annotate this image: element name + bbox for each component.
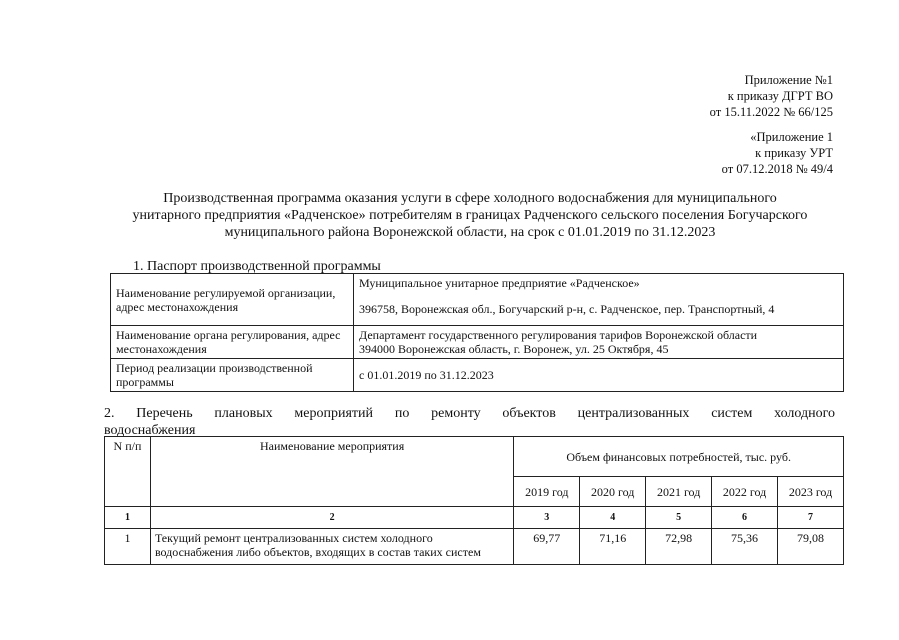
index-cell: 2 [150, 507, 513, 529]
table-row [111, 326, 844, 359]
appendix-line: к приказу УРТ [755, 146, 833, 160]
row-value-2019: 69,77 [514, 529, 580, 565]
col-header-year: 2020 год [580, 477, 646, 507]
row-number: 1 [105, 529, 151, 565]
index-cell: 5 [646, 507, 712, 529]
value-line: 394000 Воронежская область, г. Воронеж, ул. 25 Октября, 45 [359, 342, 669, 356]
index-cell: 4 [580, 507, 646, 529]
appendix-line: Приложение №1 [744, 73, 833, 87]
index-cell: 6 [712, 507, 778, 529]
appendix-reference-current [710, 72, 833, 120]
appendix-reference-original [722, 129, 833, 177]
document-title [100, 190, 840, 241]
row-value-2020: 71,16 [580, 529, 646, 565]
row-value-2023: 79,08 [778, 529, 844, 565]
col-header-number: N п/п [105, 437, 151, 507]
col-header-year: 2023 год [778, 477, 844, 507]
passport-table [110, 273, 844, 392]
table-row [105, 529, 844, 565]
col-header-year: 2019 год [514, 477, 580, 507]
table-row [111, 274, 844, 326]
section-2-heading [104, 405, 835, 439]
col-header-name: Наименование мероприятия [150, 437, 513, 507]
heading-line: 2. Перечень плановых мероприятий по ремонту объектов централизованных систем холодного [104, 406, 835, 421]
value-line: Департамент государственного регулирования тарифов Воронежской области [359, 328, 758, 342]
title-line: Производственная программа оказания услуги в сфере холодного водоснабжения для муниципального [163, 191, 777, 206]
value-line: Муниципальное унитарное предприятие «Радченское» [359, 276, 640, 290]
measures-table [104, 436, 844, 565]
col-header-financial: Объем финансовых потребностей, тыс. руб. [514, 437, 844, 477]
row-label: Наименование органа регулирования, адрес местонахождения [111, 326, 354, 359]
col-header-year: 2021 год [646, 477, 712, 507]
table-row [111, 359, 844, 392]
appendix-line: «Приложение 1 [750, 130, 833, 144]
row-measure-name: Текущий ремонт централизованных систем холодного водоснабжения либо объектов, входящих в состав таких систем [150, 529, 513, 565]
appendix-line: от 15.11.2022 № 66/125 [709, 105, 833, 119]
value-line: 396758, Воронежская обл., Богучарский р-н, с. Радченское, пер. Транспортный, 4 [359, 302, 775, 316]
row-label: Период реализации производственной программы [111, 359, 354, 392]
heading-line: водоснабжения [104, 423, 196, 438]
index-cell: 1 [105, 507, 151, 529]
row-value-2022: 75,36 [712, 529, 778, 565]
row-value-2021: 72,98 [646, 529, 712, 565]
title-line: муниципального района Воронежской области, на срок с 01.01.2019 по 31.12.2023 [224, 225, 716, 240]
appendix-line: к приказу ДГРТ ВО [727, 89, 833, 103]
index-cell: 7 [778, 507, 844, 529]
table-header-row [105, 437, 844, 477]
col-header-year: 2022 год [712, 477, 778, 507]
section-1-heading: 1. Паспорт производственной программы [133, 259, 381, 274]
table-index-row [105, 507, 844, 529]
row-label: Наименование регулируемой организации, адрес местонахождения [111, 274, 354, 326]
title-line: унитарного предприятия «Радченское» потребителям в границах Радченского сельского поселения Богучарского [132, 208, 808, 223]
index-cell: 3 [514, 507, 580, 529]
value-line: с 01.01.2019 по 31.12.2023 [359, 368, 494, 382]
row-value [354, 359, 844, 392]
row-value [354, 326, 844, 359]
row-value [354, 274, 844, 326]
appendix-line: от 07.12.2018 № 49/4 [721, 162, 833, 176]
